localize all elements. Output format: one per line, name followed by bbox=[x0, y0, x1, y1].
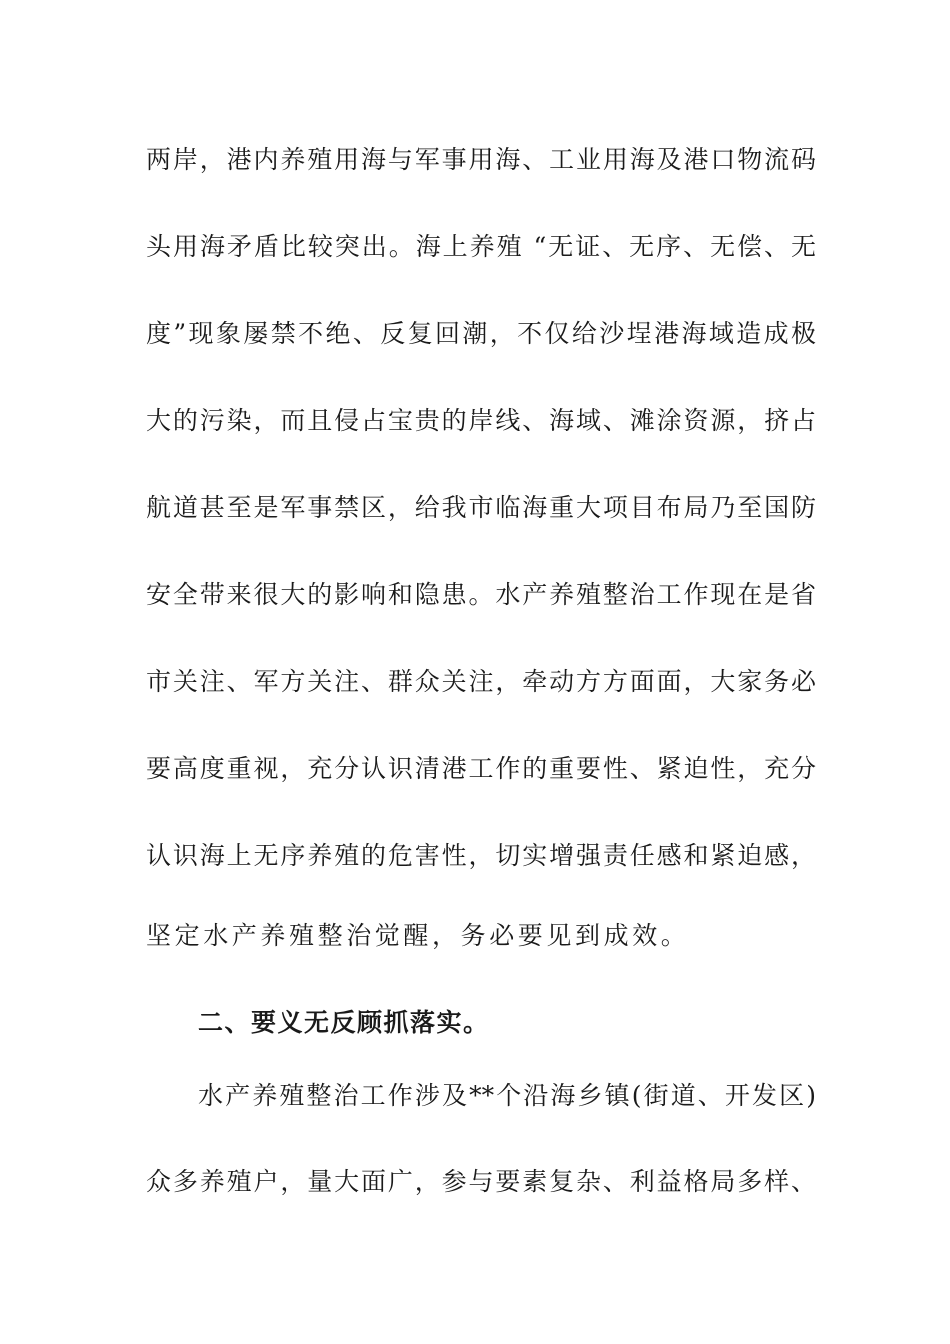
body-text-line: 安全带来很大的影响和隐患。水产养殖整治工作现在是省 bbox=[146, 580, 816, 609]
body-text-line: 头用海矛盾比较突出。海上养殖 “无证、无序、无偿、无 bbox=[146, 232, 816, 261]
body-text-line: 众多养殖户，量大面广，参与要素复杂、利益格局多样、 bbox=[146, 1167, 816, 1196]
body-text-line: 市关注、军方关注、群众关注，牵动方方面面，大家务必 bbox=[146, 667, 816, 696]
body-text-line: 航道甚至是军事禁区，给我市临海重大项目布局乃至国防 bbox=[146, 493, 816, 522]
body-text-line: 水产养殖整治工作涉及**个沿海乡镇(街道、开发区) bbox=[198, 1081, 816, 1110]
body-text-line: 两岸，港内养殖用海与军事用海、工业用海及港口物流码 bbox=[146, 145, 816, 174]
body-text-line: 坚定水产养殖整治觉醒，务必要见到成效。 bbox=[146, 921, 690, 950]
body-text-line: 大的污染，而且侵占宝贵的岸线、海域、滩涂资源，挤占 bbox=[146, 406, 816, 435]
section-heading: 二、要义无反顾抓落实。 bbox=[198, 1008, 490, 1037]
body-text-line: 度”现象屡禁不绝、反复回潮，不仅给沙埕港海域造成极 bbox=[146, 319, 816, 348]
body-text-line: 要高度重视，充分认识清港工作的重要性、紧迫性，充分 bbox=[146, 754, 816, 783]
body-text-line: 认识海上无序养殖的危害性，切实增强责任感和紧迫感， bbox=[146, 841, 816, 870]
